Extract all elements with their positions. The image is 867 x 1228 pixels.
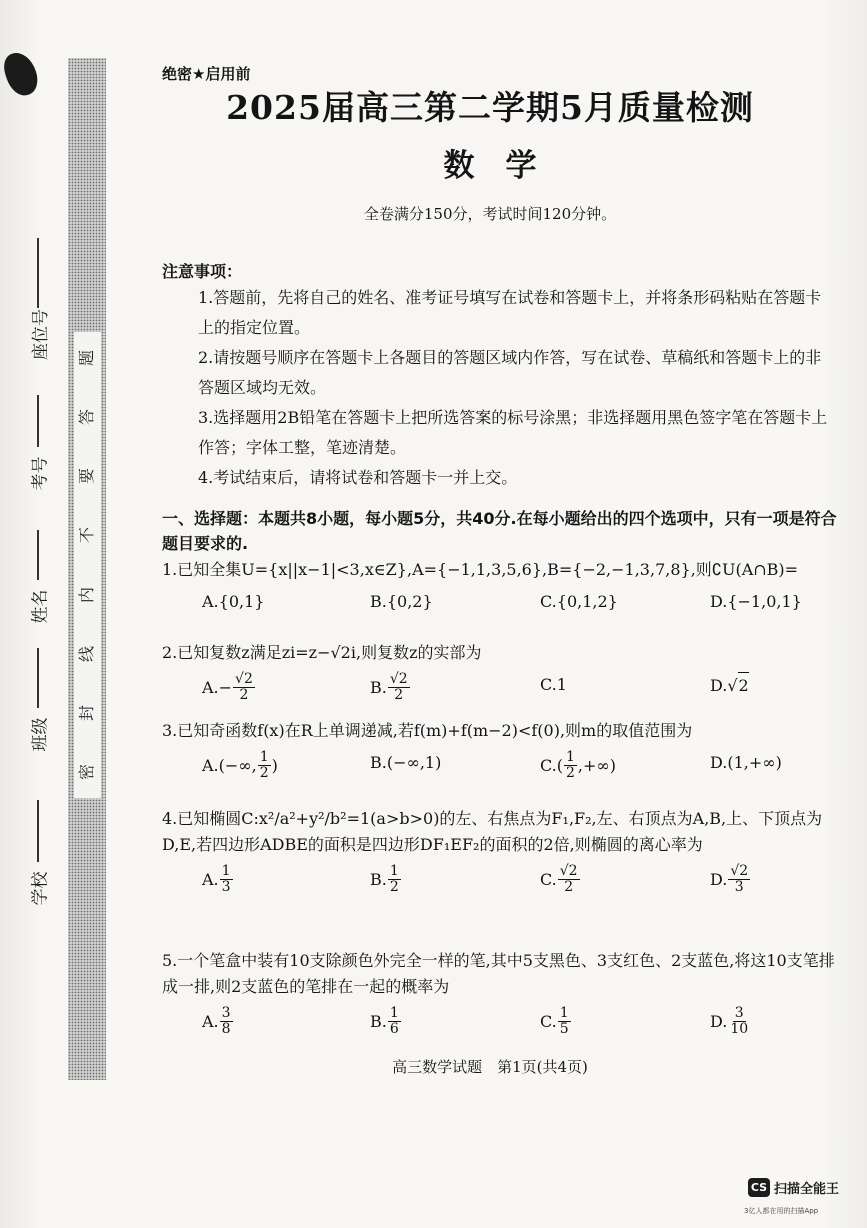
- option-a: [202, 750, 278, 781]
- notice-item: 1.答题前，先将自己的姓名、准考证号填写在试卷和答题卡上，并将条形码粘贴在答题卡上的指定位置。: [198, 288, 822, 337]
- option-label: A.(−∞,: [202, 755, 257, 775]
- denominator: 2: [394, 687, 404, 703]
- denominator: 3: [221, 879, 231, 895]
- seal-char: 不: [77, 527, 97, 544]
- seal-char: 密: [77, 763, 97, 780]
- exam-number-line: [37, 395, 38, 447]
- option-suffix: ): [271, 755, 278, 775]
- fraction: [558, 1006, 571, 1037]
- notice-item: 4.考试结束后，请将试卷和答题卡一并上交。: [198, 468, 518, 487]
- option-label: D.: [710, 869, 728, 889]
- question-stem: 5.一个笔盒中装有10支除颜色外完全一样的笔,其中5支黑色、3支红色、2支蓝色,将这10支笔排成一排,则2支蓝色的笔排在一起的概率为: [162, 951, 835, 996]
- notice-list: [198, 283, 834, 493]
- numerator: 1: [221, 863, 231, 879]
- option-label: D.: [710, 675, 728, 695]
- fraction: [388, 672, 410, 703]
- question-stem: 2.已知复数z满足zi=z−√2i,则复数z的实部为: [162, 643, 482, 662]
- options: [162, 589, 842, 619]
- numerator: √2: [235, 671, 253, 687]
- fraction: [564, 750, 577, 781]
- exam-number-label: 考号: [30, 456, 51, 491]
- seal-char: 线: [77, 645, 97, 662]
- class-field: [18, 648, 58, 752]
- numerator: √2: [559, 863, 578, 879]
- notice-heading: 注意事项：: [162, 262, 243, 281]
- page-title: 2025届高三第二学期5月质量检测: [226, 88, 754, 127]
- seal-char: 答: [77, 409, 97, 426]
- denominator: 3: [734, 879, 744, 895]
- question-5: [162, 948, 842, 1046]
- fraction: [558, 864, 580, 895]
- option-a: A.{0,1}: [202, 592, 265, 611]
- fraction: [388, 864, 401, 895]
- sqrt-symbol-icon: √: [727, 675, 738, 695]
- denominator: 2: [566, 765, 575, 781]
- numerator: √2: [389, 671, 408, 687]
- camscanner-logo-icon: CS: [748, 1178, 770, 1197]
- fraction: [728, 1006, 750, 1037]
- numerator: 1: [566, 749, 575, 765]
- scan-mark: [0, 48, 42, 99]
- denominator: 6: [389, 1021, 399, 1037]
- section-heading: 一、选择题：本题共8小题，每小题5分，共40分.在每小题给出的四个选项中，只有一项是符合题目要求的.: [162, 509, 837, 553]
- denominator: 2: [259, 765, 269, 781]
- denominator: 10: [730, 1021, 749, 1037]
- option-d: [710, 1006, 751, 1037]
- option-suffix: ,+∞): [577, 755, 616, 775]
- option-c: C.1: [540, 675, 567, 694]
- name-line: [37, 530, 38, 580]
- denominator: 8: [221, 1021, 231, 1037]
- option-d: [710, 864, 751, 895]
- watermark-name: 扫描全能王: [774, 1182, 840, 1197]
- seat-field: [18, 238, 58, 360]
- option-b: [370, 1006, 402, 1037]
- school-line: [37, 800, 38, 862]
- notice-item: 3.选择题用2B铅笔在答题卡上把所选答案的标号涂黑；非选择题用黑色签字笔在答题卡上作答；字体工整，笔迹清楚。: [198, 408, 828, 457]
- option-d: [710, 672, 749, 699]
- class-label: 班级: [30, 717, 51, 752]
- subject-title: 数 学: [443, 148, 537, 184]
- option-b: B.(−∞,1): [370, 753, 442, 772]
- option-label: A.−: [202, 677, 233, 697]
- name-label: 姓名: [30, 589, 51, 624]
- option-b: B.{0,2}: [370, 592, 433, 611]
- exam-info: 全卷满分150分，考试时间120分钟。: [363, 205, 617, 223]
- options: [162, 864, 842, 904]
- seal-char: 题: [77, 349, 97, 367]
- question-4: [162, 806, 842, 904]
- numerator: 3: [734, 1005, 744, 1021]
- seal-line-text: [74, 332, 101, 798]
- seat-label: 座位号: [30, 309, 51, 360]
- denominator: 5: [559, 1021, 569, 1037]
- option-b: [370, 864, 402, 895]
- option-a: [202, 864, 234, 895]
- numerator: 1: [389, 1005, 399, 1021]
- confidential-mark: 绝密★启用前: [162, 65, 251, 83]
- option-c: [540, 1006, 572, 1037]
- option-label: B.: [370, 1011, 387, 1031]
- option-b: [370, 672, 411, 703]
- watermark-tagline: 3亿人都在用的扫描App: [744, 1207, 819, 1215]
- option-c: [540, 864, 581, 895]
- question-1: [162, 557, 842, 619]
- denominator: 2: [239, 687, 249, 703]
- numerator: 3: [221, 1005, 231, 1021]
- question-stem: 1.已知全集U={x||x−1|<3,x∈Z},A={−1,1,3,5,6},B={−2,−1,3,7,8},则∁U(A∩B)=: [162, 560, 799, 579]
- fraction: [220, 1006, 233, 1037]
- class-line: [37, 648, 38, 708]
- option-a: [202, 1006, 234, 1037]
- options: [162, 1006, 842, 1046]
- option-label: C.: [540, 1011, 557, 1031]
- option-label: A.: [202, 1011, 219, 1031]
- option-c: [540, 750, 616, 781]
- option-label: D.: [710, 1011, 728, 1031]
- fraction: [233, 672, 255, 703]
- option-c: C.{0,1,2}: [540, 592, 618, 611]
- radicand: 2: [738, 672, 749, 699]
- option-label: B.: [370, 677, 387, 697]
- question-3: [162, 718, 842, 790]
- option-label: C.(: [540, 755, 563, 775]
- option-label: B.: [370, 869, 387, 889]
- option-label: C.: [540, 869, 557, 889]
- numerator: 1: [559, 1005, 569, 1021]
- options: [162, 672, 842, 712]
- denominator: 2: [389, 879, 399, 895]
- question-stem: 3.已知奇函数f(x)在R上单调递减,若f(m)+f(m−2)<f(0),则m的取值范围为: [162, 721, 693, 740]
- options: [162, 750, 842, 790]
- school-field: [18, 800, 58, 906]
- option-label: A.: [202, 869, 219, 889]
- denominator: 2: [564, 879, 574, 895]
- numerator: 1: [389, 863, 399, 879]
- seal-char: 内: [77, 586, 97, 603]
- numerator: √2: [730, 863, 749, 879]
- question-2: [162, 640, 842, 712]
- option-d: D.{−1,0,1}: [710, 592, 802, 611]
- name-field: [18, 530, 58, 624]
- fraction: [220, 864, 233, 895]
- notice-item: 2.请按题号顺序在答题卡上各题目的答题区域内作答，写在试卷、草稿纸和答题卡上的非答题区域均无效。: [198, 348, 822, 397]
- option-d: D.(1,+∞): [710, 753, 782, 772]
- option-a: [202, 672, 256, 703]
- seal-char: 要: [77, 468, 97, 485]
- school-label: 学校: [30, 871, 51, 906]
- seat-line: [37, 238, 38, 308]
- numerator: 1: [259, 749, 269, 765]
- fraction: [728, 864, 750, 895]
- exam-number-field: [18, 395, 58, 491]
- seal-char: 封: [77, 704, 97, 721]
- page-footer: 高三数学试题 第1页(共4页): [392, 1058, 588, 1076]
- fraction: [258, 750, 271, 781]
- question-stem: 4.已知椭圆C:x²/a²+y²/b²=1(a>b>0)的左、右焦点为F₁,F₂,左、右顶点为A,B,上、下顶点为D,E,若四边形ADBE的面积是四边形DF₁EF₂的面积的2倍,则椭圆的离心率为: [162, 809, 823, 854]
- fraction: [388, 1006, 401, 1037]
- scanner-watermark: [748, 1178, 839, 1197]
